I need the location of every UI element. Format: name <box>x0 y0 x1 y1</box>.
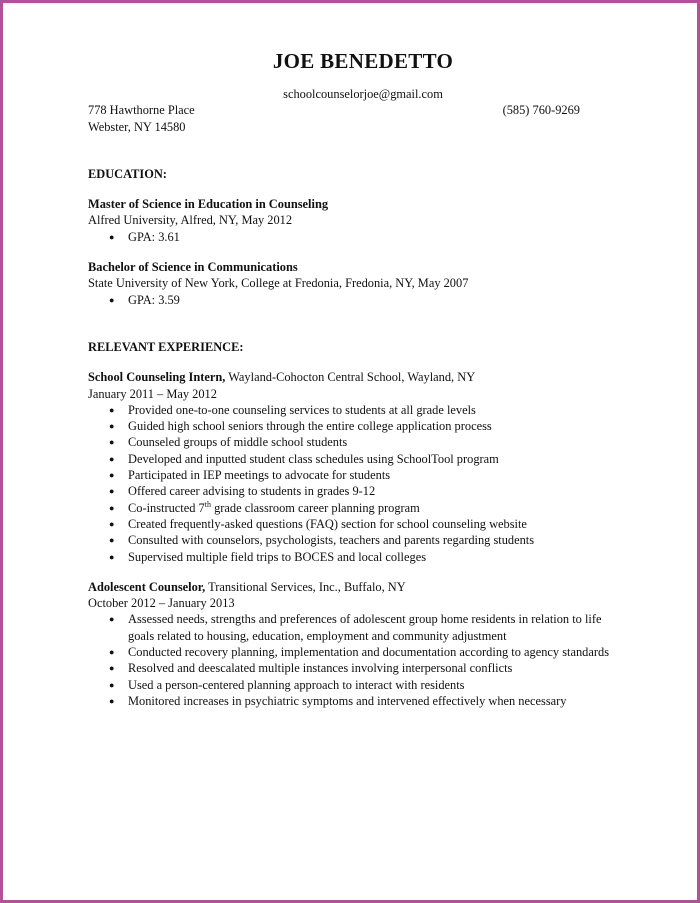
list-item <box>109 693 618 709</box>
job-title: School Counseling Intern, <box>88 370 226 385</box>
duty-text: Participated in IEP meetings to advocate for students <box>128 468 391 483</box>
list-item <box>109 660 618 676</box>
duty-text: Guided high school seniors through the entire college application process <box>128 419 492 434</box>
degree-masters <box>88 196 618 245</box>
job-adolescent-counselor <box>88 579 618 709</box>
job-school-counseling-intern <box>88 369 618 565</box>
job-employer: Transitional Services, Inc., Buffalo, NY <box>205 579 406 594</box>
contact-row <box>88 102 618 118</box>
duty-text: Conducted recovery planning, implementation and documentation according to agency standards <box>128 645 610 660</box>
duty-text: Co-instructed 7 <box>128 500 205 515</box>
bullet-icon: ● <box>109 695 115 706</box>
contact-email: schoolcounselorjoe@gmail.com <box>283 87 443 101</box>
bullet-icon: ● <box>109 679 115 690</box>
degree-gpa: GPA: 3.59 <box>128 292 180 307</box>
duty-text: Assessed needs, strengths and preferences of adolescent group home residents in relation to life goals related to housing, education, employment and community adjustment <box>128 612 602 643</box>
address-line-1: 778 Hawthorne Place <box>88 103 195 118</box>
experience-heading: RELEVANT EXPERIENCE: <box>88 339 244 354</box>
degree-details <box>88 292 618 308</box>
list-item <box>109 451 618 467</box>
bullet-icon: ● <box>109 502 115 513</box>
duty-text: Provided one-to-one counseling services to students at all grade levels <box>128 402 476 417</box>
duty-text-continued: grade classroom career planning program <box>210 500 420 515</box>
job-header <box>88 579 618 595</box>
degree-bachelors <box>88 259 618 308</box>
bullet-icon: ● <box>109 470 115 481</box>
list-item <box>109 516 618 532</box>
list-item <box>109 418 618 434</box>
bullet-icon: ● <box>109 614 115 625</box>
bullet-icon: ● <box>109 231 115 242</box>
job-duties <box>88 611 618 709</box>
list-item <box>109 292 618 308</box>
education-heading: EDUCATION: <box>88 166 167 181</box>
duty-text: Used a person-centered planning approach to interact with residents <box>128 677 465 692</box>
list-item <box>109 434 618 450</box>
bullet-icon: ● <box>109 518 115 529</box>
duty-text: Supervised multiple field trips to BOCES and local colleges <box>128 549 427 564</box>
list-item <box>109 483 618 499</box>
bullet-icon: ● <box>109 453 115 464</box>
bullet-icon: ● <box>109 535 115 546</box>
contact-phone: (585) 760-9269 <box>502 103 580 118</box>
list-item <box>109 611 618 644</box>
job-title: Adolescent Counselor, <box>88 579 206 594</box>
duty-text: Monitored increases in psychiatric symptoms and intervened effectively when necessary <box>128 693 567 708</box>
duty-text: Consulted with counselors, psychologists, teachers and parents regarding students <box>128 533 535 548</box>
degree-details <box>88 229 618 245</box>
bullet-icon: ● <box>109 437 115 448</box>
degree-gpa: GPA: 3.61 <box>128 229 180 244</box>
job-dates: January 2011 – May 2012 <box>88 386 217 401</box>
duty-text: Resolved and deescalated multiple instances involving interpersonal conflicts <box>128 661 513 676</box>
duty-text: Offered career advising to students in grades 9-12 <box>128 484 376 499</box>
duty-text: Developed and inputted student class schedules using SchoolTool program <box>128 451 499 466</box>
bullet-icon: ● <box>109 647 115 658</box>
duty-text: Counseled groups of middle school students <box>128 435 348 450</box>
bullet-icon: ● <box>109 486 115 497</box>
degree-title: Bachelor of Science in Communications <box>88 260 298 275</box>
duty-text: Created frequently-asked questions (FAQ) section for school counseling website <box>128 516 527 531</box>
job-employer: Wayland-Cohocton Central School, Wayland, NY <box>225 370 476 385</box>
degree-school: State University of New York, College at Fredonia, Fredonia, NY, May 2007 <box>88 276 469 291</box>
list-item <box>109 499 618 516</box>
bullet-icon: ● <box>109 551 115 562</box>
address-line-2: Webster, NY 14580 <box>88 119 186 134</box>
degree-school: Alfred University, Alfred, NY, May 2012 <box>88 213 293 228</box>
job-dates: October 2012 – January 2013 <box>88 596 235 611</box>
resume-page <box>88 48 618 723</box>
degree-title: Master of Science in Education in Counseling <box>88 197 329 212</box>
list-item <box>109 402 618 418</box>
bullet-icon: ● <box>109 294 115 305</box>
bullet-icon: ● <box>109 421 115 432</box>
resume-name: JOE BENEDETTO <box>272 49 454 73</box>
bullet-icon: ● <box>109 663 115 674</box>
list-item <box>109 532 618 548</box>
duty-superscript: th <box>204 499 211 509</box>
list-item <box>109 549 618 565</box>
list-item <box>109 644 618 660</box>
list-item <box>109 229 618 245</box>
list-item <box>109 677 618 693</box>
bullet-icon: ● <box>109 404 115 415</box>
list-item <box>109 467 618 483</box>
job-duties <box>88 402 618 565</box>
job-header <box>88 369 618 385</box>
